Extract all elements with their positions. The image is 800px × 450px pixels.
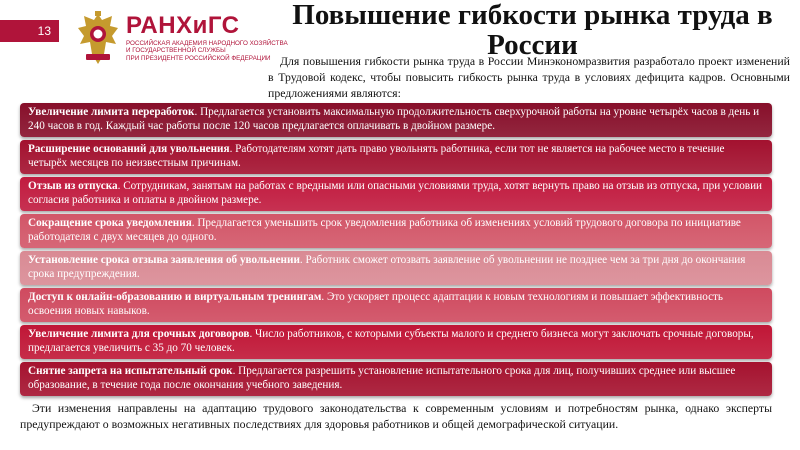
proposal-heading: Увеличение лимита для срочных договоров (28, 328, 250, 340)
proposal-band (20, 325, 772, 359)
proposal-band (20, 103, 772, 137)
proposal-heading: Отзыв из отпуска (28, 180, 118, 192)
proposal-heading: Доступ к онлайн-образованию и виртуальным тренингам (28, 291, 322, 303)
closing-paragraph: Эти изменения направлены на адаптацию трудового законодательства к современным условиям и потребностям рынка, однако эксперты предупреждают о возможных негативных последствиях для здоровья работников и общей демографической ситуации. (20, 401, 772, 431)
proposal-text: . Предлагается разрешить установление испытательного срока для лиц, получивших среднее или высшее образование, в течение года после окончания учебного заведения. (28, 365, 736, 392)
intro-paragraph: Для повышения гибкости рынка труда в России Минэкономразвития разработало проект изменений в Трудовой кодекс, чтобы повысить гибкость рынка труда в условиях дефицита кадров. Основными предложениями являются: (268, 54, 790, 100)
page-number: 13 (0, 20, 59, 42)
ranepa-logo (76, 10, 286, 68)
logo-subtitle-line: РОССИЙСКАЯ АКАДЕМИЯ НАРОДНОГО ХОЗЯЙСТВА (126, 40, 288, 47)
proposal-heading: Сокращение срока уведомления (28, 217, 192, 229)
logo-name: РАНХиГС (126, 12, 240, 39)
logo-subtitle-line: ПРИ ПРЕЗИДЕНТЕ РОССИЙСКОЙ ФЕДЕРАЦИИ (126, 54, 271, 62)
logo-subtitle (126, 40, 286, 62)
proposal-band (20, 362, 772, 396)
proposals-list (20, 103, 772, 399)
proposal-band (20, 177, 772, 211)
proposal-heading: Установление срока отзыва заявления об увольнении (28, 254, 300, 266)
slide-title: Повышение гибкости рынка труда в России (292, 0, 773, 61)
proposal-heading: Увеличение лимита переработок (28, 106, 195, 118)
double-headed-eagle-emblem-icon (76, 10, 120, 68)
logo-subtitle-line: И ГОСУДАРСТВЕННОЙ СЛУЖБЫ (126, 47, 226, 55)
proposal-band (20, 288, 772, 322)
proposal-text: . Сотрудникам, занятым на работах с вредными или опасными условиями труда, хотят вернуть право на отзыв из отпуска, при условии согласия работника и оплаты в двойном размере. (28, 180, 763, 207)
proposal-band (20, 140, 772, 174)
proposal-band (20, 214, 772, 248)
proposal-text: . Работодателям хотят дать право увольнять работника, если тот не является на рабочее место в течение четырёх месяцев по неизвестным причинам. (28, 143, 725, 170)
proposal-heading: Расширение оснований для увольнения (28, 143, 230, 155)
proposal-text: . Это ускоряет процесс адаптации к новым технологиям и повышает эффективность освоения новых навыков. (28, 291, 724, 318)
proposal-text: . Предлагается уменьшить срок уведомления работника об изменениях условий трудового договора по инициативе работодателя с двух месяцев до одного. (28, 217, 741, 244)
proposal-text: . Предлагается установить максимальную продолжительность сверхурочной работы на уровне четырёх часов в день и 240 часов в год. Каждый час работы после 120 часов предлагается оплачивать в двойном размере. (28, 106, 760, 133)
proposal-heading: Снятие запрета на испытательный срок (28, 365, 233, 377)
proposal-band (20, 251, 772, 285)
proposal-text: . Число работников, с которыми субъекты малого и среднего бизнеса могут заключать срочные договоры, предлагается увеличить с 35 до 70 человек. (28, 328, 754, 355)
proposal-text: . Работник сможет отозвать заявление об увольнении не позднее чем за три дня до окончания срока предупреждения. (28, 254, 746, 281)
